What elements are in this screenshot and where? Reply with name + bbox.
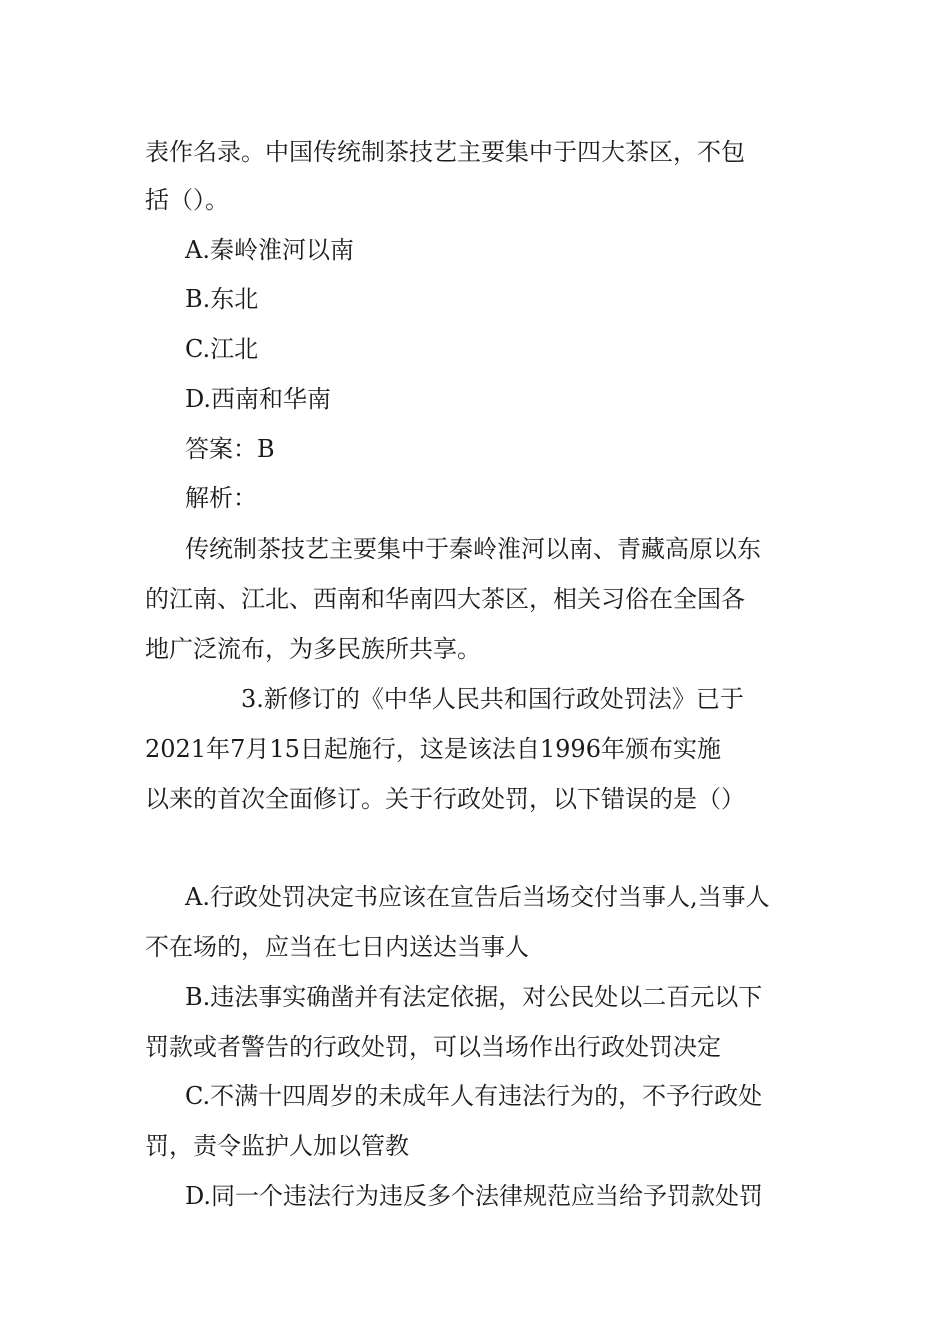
q3-option-a-line-2: 不在场的，应当在七日内送达当事人 — [145, 933, 529, 961]
q3-option-b-line-1: B.违法事实确凿并有法定依据，对公民处以二百元以下 — [185, 983, 763, 1011]
q2-answer: 答案：B — [185, 435, 275, 463]
q3-stem-line-2: 2021年7月15日起施行，这是该法自1996年颁布实施 — [145, 735, 721, 763]
q2-analysis-line-3: 地广泛流布，为多民族所共享。 — [145, 635, 481, 663]
q3-option-c-line-2: 罚，责令监护人加以管教 — [145, 1132, 409, 1160]
q3-option-b-line-2: 罚款或者警告的行政处罚，可以当场作出行政处罚决定 — [145, 1033, 721, 1061]
q2-option-b: B.东北 — [185, 285, 259, 313]
q3-option-c-line-1: C.不满十四周岁的未成年人有违法行为的，不予行政处 — [185, 1082, 763, 1110]
q2-option-d: D.西南和华南 — [185, 385, 332, 413]
q3-stem-line-1: 3.新修订的《中华人民共和国行政处罚法》已于 — [241, 685, 744, 713]
q2-option-a: A.秦岭淮河以南 — [185, 236, 354, 264]
q2-analysis-line-2: 的江南、江北、西南和华南四大茶区，相关习俗在全国各 — [145, 585, 745, 613]
q3-option-a-line-1: A.行政处罚决定书应该在宣告后当场交付当事人,当事人 — [185, 883, 770, 911]
q2-analysis-line-1: 传统制茶技艺主要集中于秦岭淮河以南、青藏高原以东 — [185, 535, 761, 563]
q3-option-d-line-1: D.同一个违法行为违反多个法律规范应当给予罚款处罚 — [185, 1182, 764, 1210]
q2-analysis-label: 解析： — [185, 484, 257, 512]
q2-stem-line-2: 括（）。 — [145, 186, 229, 214]
q3-stem-line-3: 以来的首次全面修订。关于行政处罚，以下错误的是（） — [145, 785, 745, 813]
q2-option-c: C.江北 — [185, 335, 259, 363]
q2-stem-line-1: 表作名录。中国传统制茶技艺主要集中于四大茶区，不包 — [145, 138, 745, 166]
